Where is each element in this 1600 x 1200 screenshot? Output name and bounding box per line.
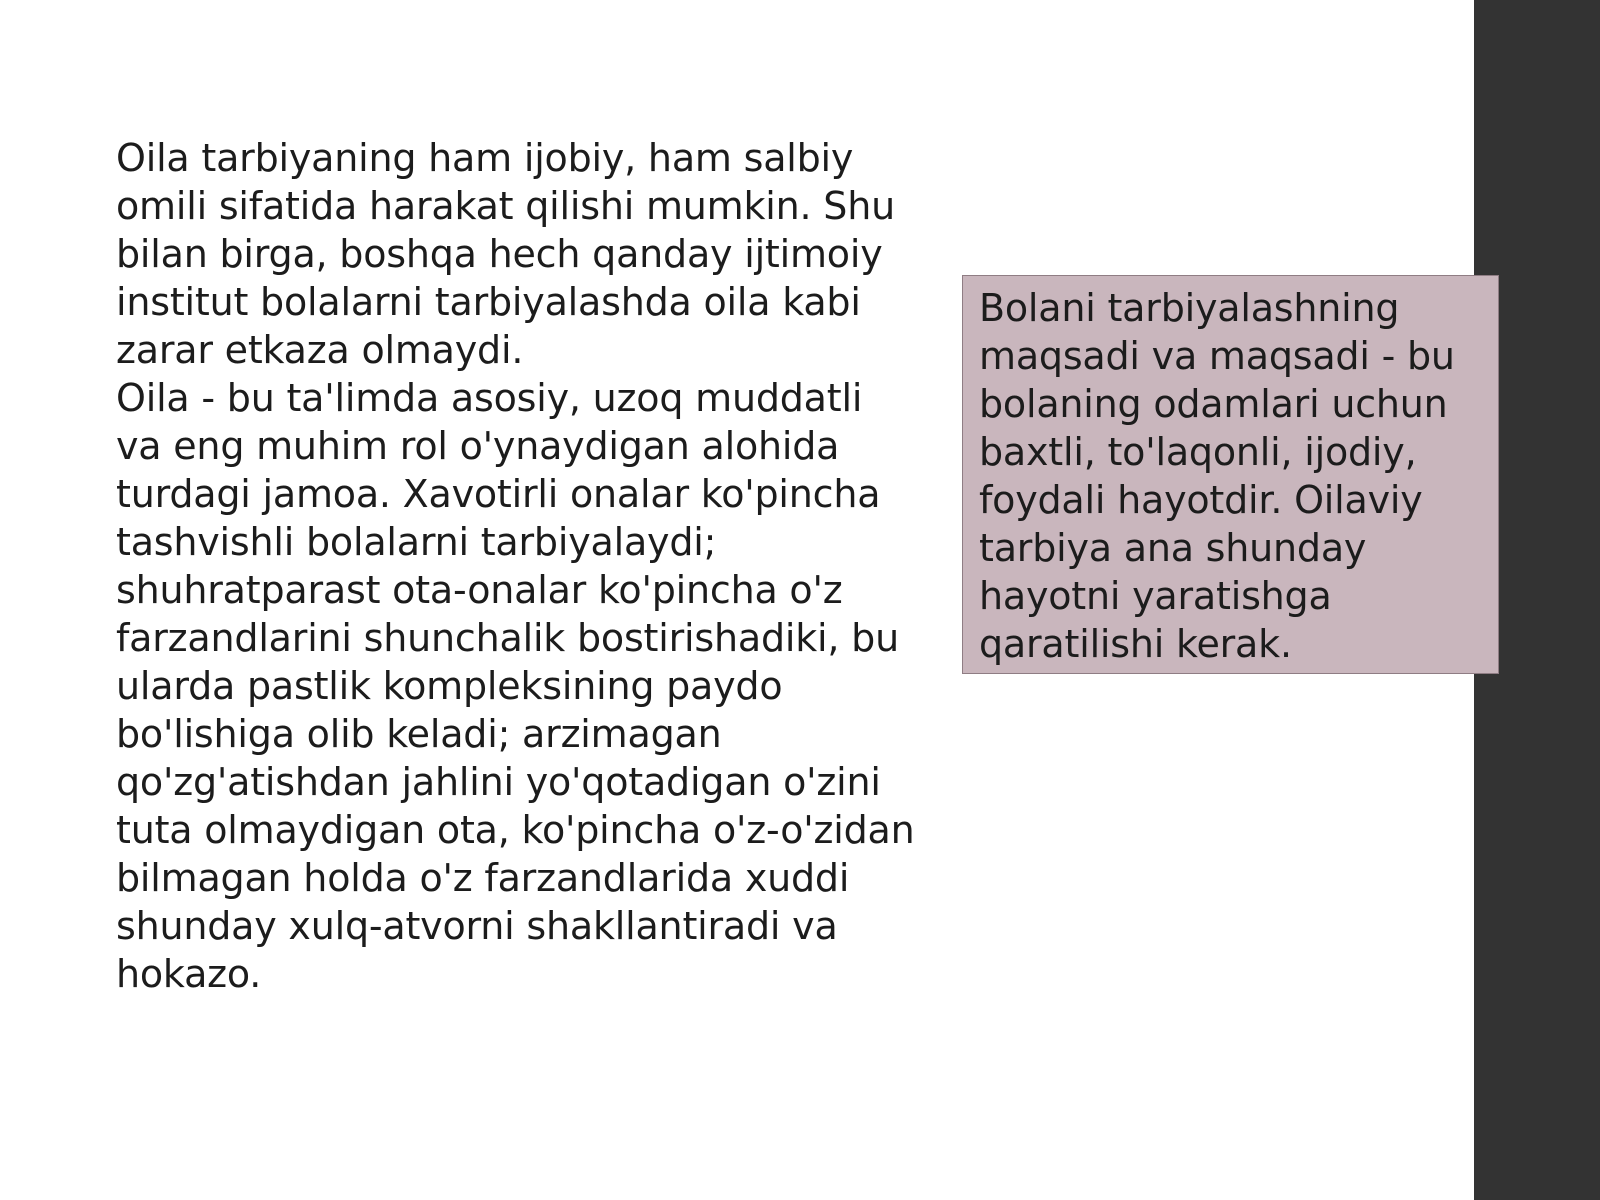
main-paragraph-2: Oila - bu ta'limda asosiy, uzoq muddatli va eng muhim rol o'ynaydigan alohida turdagi jamoa. Xavotirli onalar ko'pincha tashvishli bolalarni tarbiyalaydi; shuhratparast ota-onalar ko'pincha o'z farzandlarini shunchalik bostirishadiki, bu ularda pastlik kompleksining paydo bo'lishiga olib keladi; arzimagan qo'zg'atishdan jahlini yo'qotadigan o'zini tuta olmaydigan ota, ko'pincha o'z-o'zidan bilmagan holda o'z farzandlarida xuddi shunday xulq-atvorni shakllantiradi va hokazo. (116, 376, 915, 996)
main-text-block (116, 134, 916, 998)
main-paragraph-1: Oila tarbiyaning ham ijobiy, ham salbiy omili sifatida harakat qilishi mumkin. Shu bilan birga, boshqa hech qanday ijtimoiy institut bolalarni tarbiyalashda oila kabi zarar etkaza olmaydi. (116, 136, 895, 372)
callout-text: Bolani tarbiyalashning maqsadi va maqsadi - bu bolaning odamlari uchun baxtli, to'laqonli, ijodiy, foydali hayotdir. Oilaviy tarbiya ana shunday hayotni yaratishga qaratilishi kerak. (979, 286, 1455, 666)
callout-box (962, 275, 1499, 674)
